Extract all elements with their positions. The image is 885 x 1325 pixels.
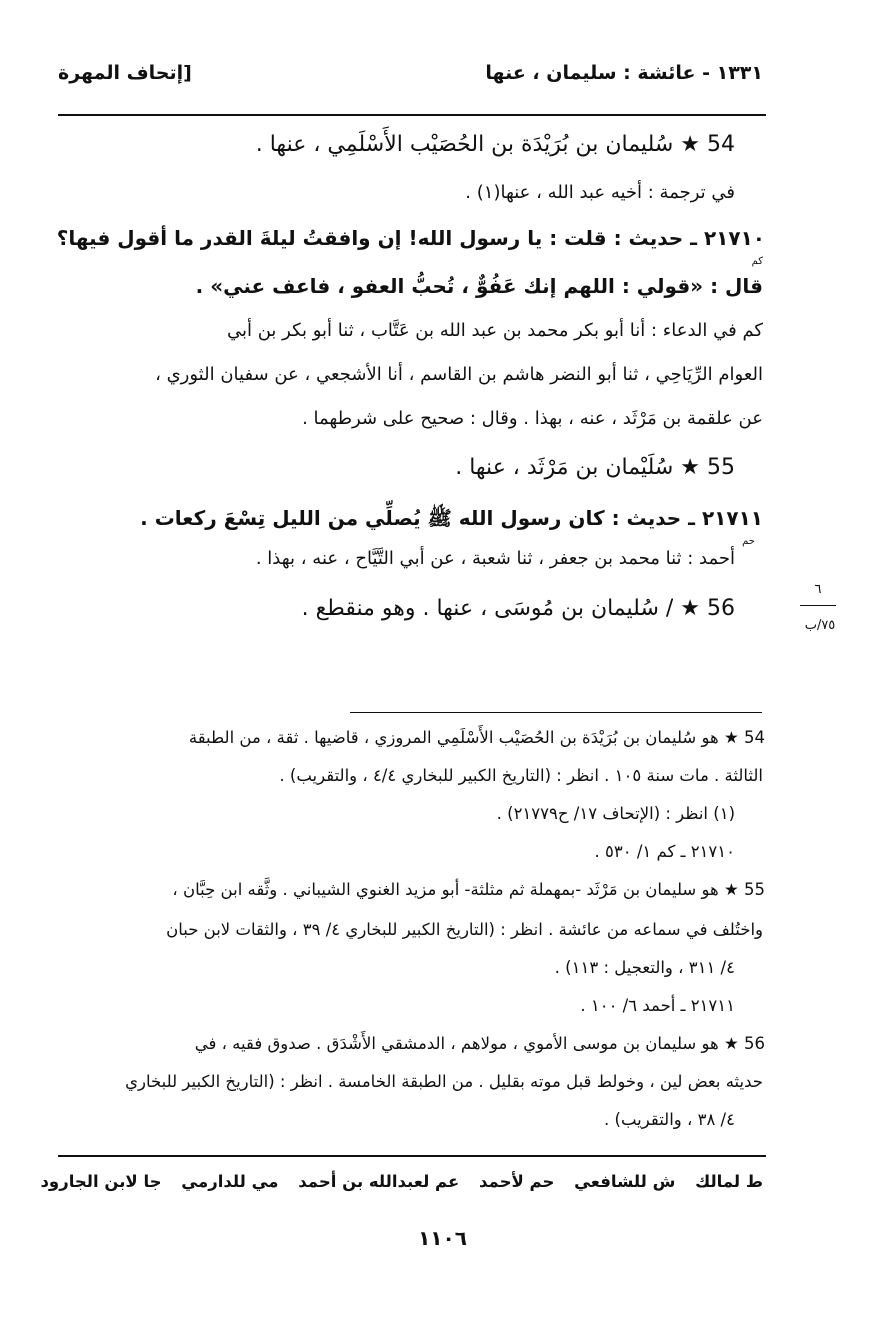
abbr-abdullah: عم لعبدالله بن أحمد [298,1172,460,1191]
hadith-21710-line1: ٢١٧١٠ ـ حديث : قلت : يا رسول الله! إن وافقتُ ليلةَ القدر ما أقول فيها؟ [56,226,765,250]
translation-56-heading: 56 ★ / سُليمان بن مُوسَى ، عنها . وهو منقطع . [301,596,735,621]
footnote-54-line1: 54 ★ هو سُليمان بن بُرَيْدَة بن الحُصَيْب الأَسْلَمِي المروزي ، قاضيها . ثقة ، من الطبقة [188,728,765,747]
footnote-56-line1: 56 ★ هو سليمان بن موسى الأموي ، مولاهم ، الدمشقي الأَشْدَق . صدوق فقيه ، في [194,1034,765,1053]
footnote-1: (١) انظر : (الإتحاف ١٧/ ح٢١٧٧٩) . [496,804,735,823]
hadith-21711-isnad: أحمد : ثنا محمد بن جعفر ، ثنا شعبة ، عن أبي التَّيَّاح ، عنه ، بهذا . [255,548,735,569]
abbreviations-key [26,1172,763,1191]
hadith-21710-symbol: كم [751,256,763,267]
page-number: ١١٠٦ [418,1226,467,1250]
hadith-21711-symbol: حم [742,536,755,547]
abbr-malik: ط لمالك [695,1172,763,1191]
translation-54-subline: في ترجمة : أخيه عبد الله ، عنها(١) . [465,182,735,203]
hadith-21710-line2: قال : «قولي : اللهم إنك عَفُوٌّ ، تُحبُّ العفو ، فاعف عني» . [195,274,763,298]
running-header-right: ١٣٣١ - عائشة : سليمان ، عنها [485,62,763,84]
footnote-21711: ٢١٧١١ ـ أحمد ٦/ ١٠٠ . [580,996,735,1015]
footnote-55-line2: واختُلف في سماعه من عائشة . انظر : (التاريخ الكبير للبخاري ٤/ ٣٩ ، والثقات لابن حبان [166,920,763,939]
hadith-21710-isnad-3: عن علقمة بن مَرْثَد ، عنه ، بهذا . وقال : صحيح على شرطهما . [302,408,763,429]
abbr-darimi: مي للدارمي [181,1172,279,1191]
abbreviations-rule [58,1155,766,1157]
running-header-left: [إتحاف المهرة [58,62,192,84]
translation-54-heading: 54 ★ سُليمان بن بُرَيْدَة بن الحُصَيْب الأَسْلَمِي ، عنها . [255,132,735,157]
abbr-ahmad: حم لأحمد [478,1172,555,1191]
abbr-shafii: ش للشافعي [574,1172,676,1191]
margin-folio-top: ٦ [814,582,822,597]
footnote-56-line2: حديثه بعض لين ، وخولط قبل موته بقليل . من الطبقة الخامسة . انظر : (التاريخ الكبير للبخاري [125,1072,763,1091]
footnote-55-line1: 55 ★ هو سليمان بن مَرْثَد -بمهملة ثم مثلثة- أبو مزيد الغنوي الشيباني . وثَّقه ابن حِبَّان ، [172,880,765,899]
footnote-54-line2: الثالثة . مات سنة ١٠٥ . انظر : (التاريخ الكبير للبخاري ٤/٤ ، والتقريب) . [279,766,763,785]
hadith-21711-line1: ٢١٧١١ ـ حديث : كان رسول الله ﷺ يُصلِّي من الليل تِسْعَ ركعات . [140,506,763,530]
translation-55-heading: 55 ★ سُلَيْمان بن مَرْثَد ، عنها . [455,455,735,480]
footnote-separator [350,712,762,713]
hadith-21710-isnad-1: كم في الدعاء : أنا أبو بكر محمد بن عبد الله بن عَتَّاب ، ثنا أبو بكر بن أبي [226,320,763,341]
margin-folio-bottom: ٧٥/ب [804,618,836,633]
abbr-jarud: جا لابن الجارود [40,1172,162,1191]
margin-folio-rule [800,605,836,606]
footnote-55-line3: ٤/ ٣١١ ، والتعجيل : ١١٣) . [554,958,735,977]
hadith-21710-isnad-2: العوام الرِّيَاحِي ، ثنا أبو النضر هاشم بن القاسم ، أنا الأشجعي ، عن سفيان الثوري ، [155,364,763,385]
header-rule [58,114,766,116]
footnote-21710: ٢١٧١٠ ـ كم ١/ ٥٣٠ . [594,842,735,861]
footnote-56-line3: ٤/ ٣٨ ، والتقريب) . [604,1110,735,1129]
